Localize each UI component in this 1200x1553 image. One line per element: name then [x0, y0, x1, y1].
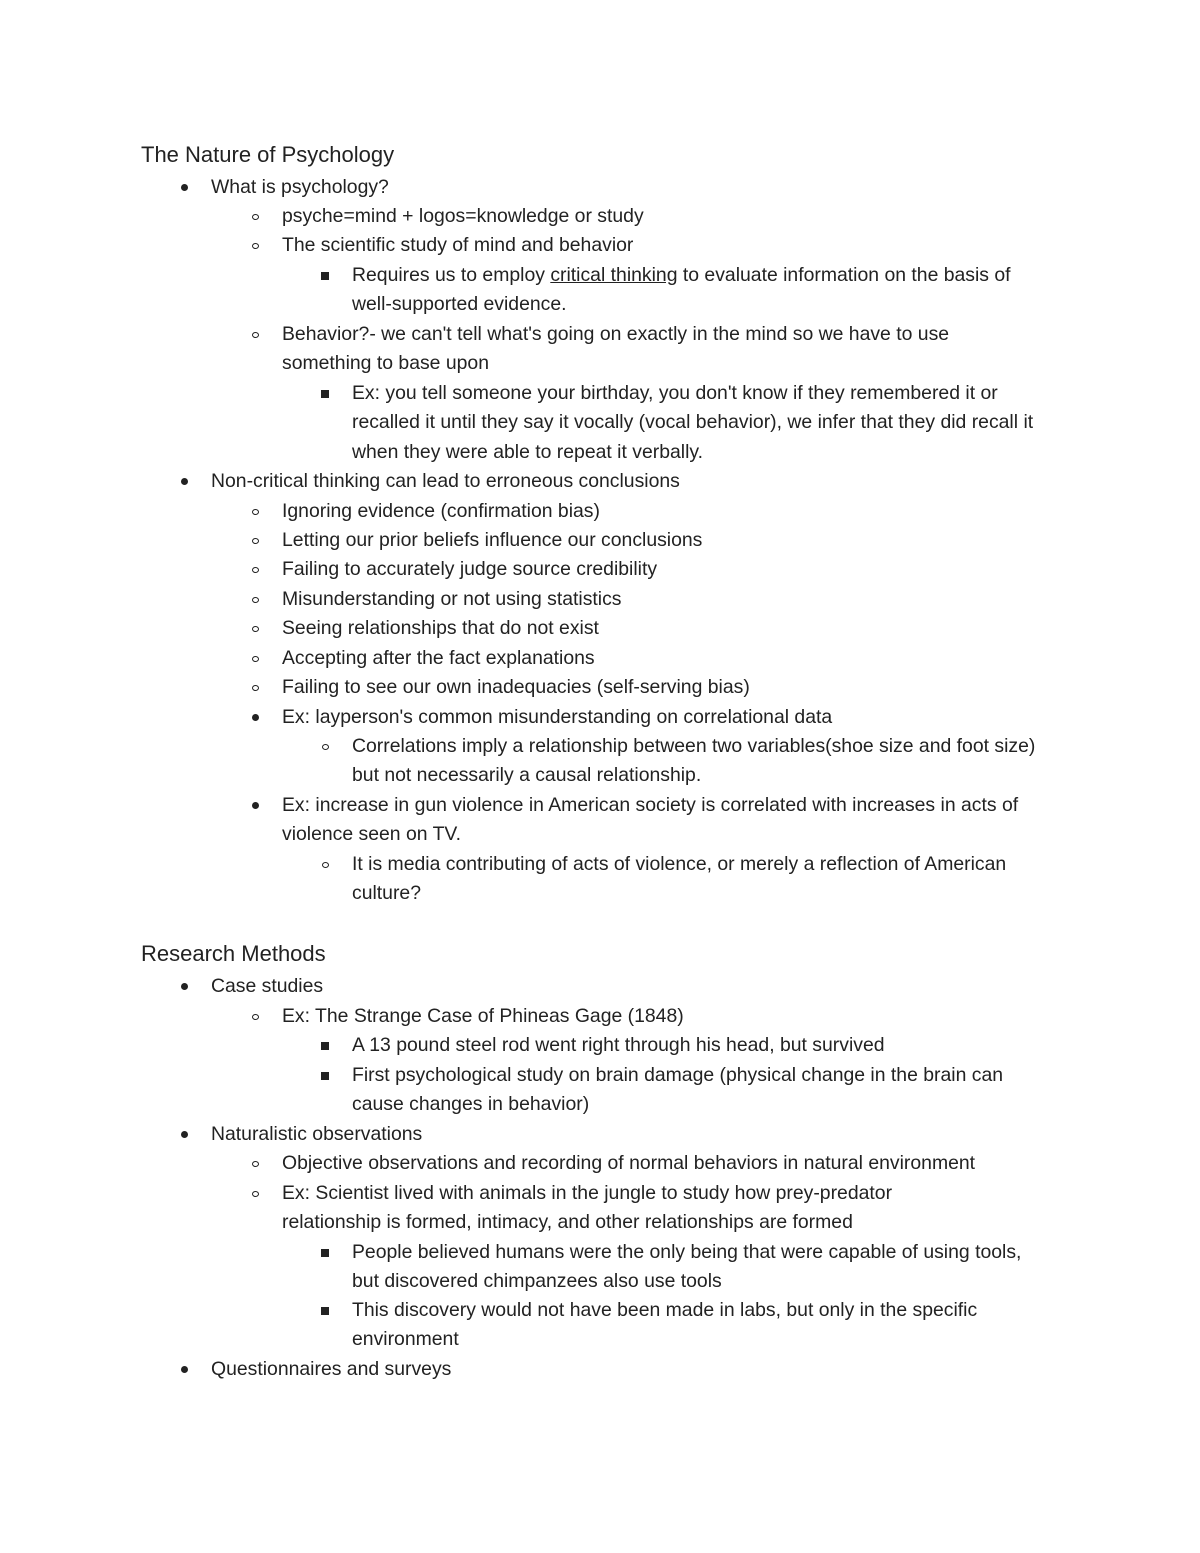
list-item: Questionnaires and surveys — [211, 1355, 1061, 1384]
list-item: Letting our prior beliefs influence our conclusions — [282, 526, 1072, 555]
disc-bullet-icon — [176, 173, 192, 202]
circle-bullet-icon — [247, 555, 263, 584]
list-item: Ex: The Strange Case of Phineas Gage (1848) — [282, 1002, 1072, 1031]
circle-bullet-icon — [317, 850, 333, 879]
list-item: Accepting after the fact explanations — [282, 644, 1072, 673]
list-item: This discovery would not have been made in labs, but only in the specific environment — [352, 1296, 1062, 1355]
list-item: Naturalistic observations — [211, 1120, 1061, 1149]
circle-bullet-icon — [247, 320, 263, 349]
list-item: Case studies — [211, 972, 1061, 1001]
circle-bullet-icon — [247, 585, 263, 614]
disc-bullet-icon — [176, 1120, 192, 1149]
list-item: Ex: increase in gun violence in American society is correlated with increases in acts of violence seen on TV. — [282, 791, 1052, 850]
list-item: The scientific study of mind and behavior — [282, 231, 1072, 260]
circle-bullet-icon — [247, 231, 263, 260]
circle-bullet-icon — [317, 732, 333, 761]
section-heading-research-methods: Research Methods — [141, 941, 326, 966]
square-bullet-icon — [317, 379, 333, 408]
circle-bullet-icon — [247, 673, 263, 702]
circle-bullet-icon — [247, 614, 263, 643]
square-bullet-icon — [317, 261, 333, 290]
list-item: Non-critical thinking can lead to erroneous conclusions — [211, 467, 1061, 496]
circle-bullet-icon — [247, 526, 263, 555]
section-heading-nature-of-psychology: The Nature of Psychology — [141, 142, 395, 167]
list-item: A 13 pound steel rod went right through his head, but survived — [352, 1031, 1062, 1060]
list-item: First psychological study on brain damage (physical change in the brain can cause changes in behavior) — [352, 1061, 1052, 1120]
list-item: Ex: Scientist lived with animals in the jungle to study how prey-predator relationship is formed, intimacy, and other relationships are formed — [282, 1179, 982, 1238]
square-bullet-icon — [317, 1296, 333, 1325]
disc-bullet-icon — [247, 703, 263, 732]
disc-bullet-icon — [176, 1355, 192, 1384]
disc-bullet-icon — [176, 972, 192, 1001]
list-item: psyche=mind + logos=knowledge or study — [282, 202, 1072, 231]
circle-bullet-icon — [247, 644, 263, 673]
disc-bullet-icon — [176, 467, 192, 496]
circle-bullet-icon — [247, 202, 263, 231]
list-item: People believed humans were the only being that were capable of using tools, but discovered chimpanzees also use tools — [352, 1238, 1052, 1297]
circle-bullet-icon — [247, 1179, 263, 1208]
list-item: Ex: you tell someone your birthday, you don't know if they remembered it or recalled it until they say it vocally (vocal behavior), we infer that they did recall it when they were able to repeat it verbally. — [352, 379, 1062, 467]
list-item: What is psychology? — [211, 173, 1061, 202]
list-item: Behavior?- we can't tell what's going on exactly in the mind so we have to use something to base upon — [282, 320, 1042, 379]
list-item: Ex: layperson's common misunderstanding on correlational data — [282, 703, 1072, 732]
list-item: Failing to accurately judge source credibility — [282, 555, 1072, 584]
list-item: Seeing relationships that do not exist — [282, 614, 1072, 643]
square-bullet-icon — [317, 1238, 333, 1267]
list-item: It is media contributing of acts of violence, or merely a reflection of American culture? — [352, 850, 1012, 909]
square-bullet-icon — [317, 1031, 333, 1060]
list-item: Requires us to employ critical thinking to evaluate information on the basis of well-supported evidence. — [352, 261, 1012, 320]
list-item: Misunderstanding or not using statistics — [282, 585, 1072, 614]
critical-thinking-link[interactable]: critical thinking — [550, 264, 678, 286]
list-item: Objective observations and recording of normal behaviors in natural environment — [282, 1149, 1082, 1178]
circle-bullet-icon — [247, 1002, 263, 1031]
circle-bullet-icon — [247, 1149, 263, 1178]
disc-bullet-icon — [247, 791, 263, 820]
list-item: Failing to see our own inadequacies (self-serving bias) — [282, 673, 1072, 702]
circle-bullet-icon — [247, 497, 263, 526]
list-item: Correlations imply a relationship between two variables(shoe size and foot size) but not necessarily a causal relationship. — [352, 732, 1042, 791]
list-item: Ignoring evidence (confirmation bias) — [282, 497, 1072, 526]
square-bullet-icon — [317, 1061, 333, 1090]
